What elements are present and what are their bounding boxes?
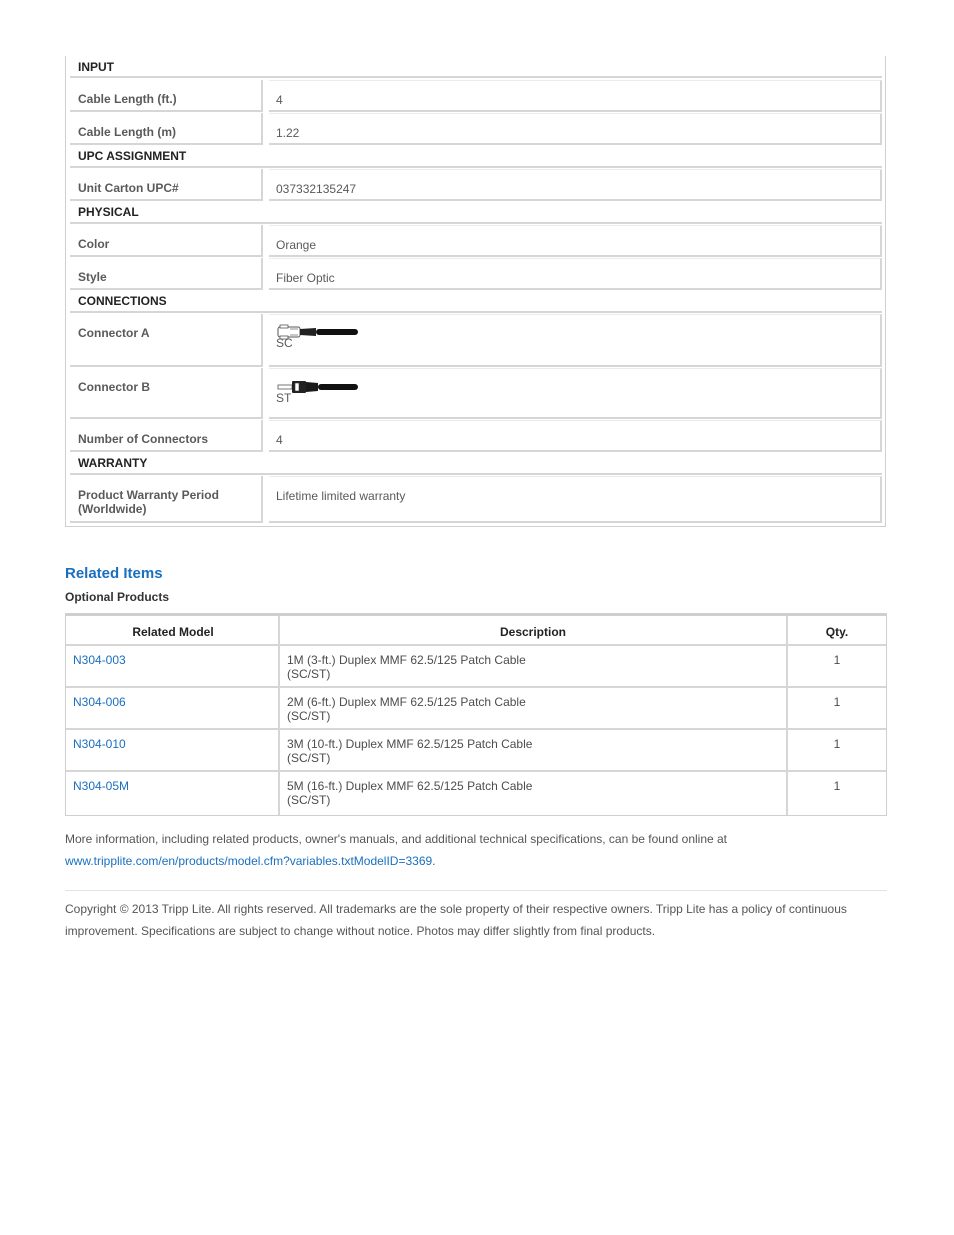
- model-link[interactable]: N304-05M: [73, 779, 130, 793]
- table-row-model-cell: [66, 646, 278, 688]
- spec-row: [70, 80, 882, 112]
- spec-value: 4: [269, 420, 882, 452]
- spec-label: Connector B: [70, 368, 263, 419]
- spec-label: Cable Length (ft.): [70, 80, 263, 112]
- column-header-model: Related Model: [66, 616, 280, 646]
- spec-label: Connector A: [70, 314, 263, 367]
- spec-value: 1.22: [269, 113, 882, 145]
- more-info-sentence: More information, including related products, owner's manuals, and additional technical specifications, can be found online at: [65, 832, 728, 846]
- spec-label: Number of Connectors: [70, 420, 263, 452]
- table-row-description: 1M (3-ft.) Duplex MMF 62.5/125 Patch Cable (SC/ST): [280, 646, 786, 688]
- table-row-description: 3M (10-ft.) Duplex MMF 62.5/125 Patch Cable (SC/ST): [280, 730, 786, 772]
- more-info-period: .: [432, 854, 436, 868]
- connector-b-value: [269, 368, 882, 419]
- section-header-physical: PHYSICAL: [70, 201, 882, 224]
- table-row-qty: 1: [788, 646, 886, 688]
- product-page-link[interactable]: www.tripplite.com/en/products/model.cfm?variables.txtModelID=3369: [65, 854, 433, 868]
- connector-a-caption: SC: [276, 336, 293, 350]
- spec-row: [70, 476, 882, 523]
- spec-row: [70, 314, 882, 367]
- spec-row: [70, 420, 882, 452]
- spec-label: Color: [70, 225, 263, 257]
- model-link[interactable]: N304-010: [73, 737, 126, 751]
- divider: [65, 890, 887, 891]
- table-row-model-cell: [66, 688, 278, 730]
- spec-row: [70, 113, 882, 145]
- spec-value: Orange: [269, 225, 882, 257]
- table-row-model-cell: [66, 730, 278, 772]
- section-header-connections: CONNECTIONS: [70, 290, 882, 313]
- spec-label: Product Warranty Period (Worldwide): [70, 476, 263, 523]
- column-header-description: Description: [280, 616, 786, 646]
- table-row-qty: 1: [833, 779, 841, 793]
- related-products-table: [65, 613, 887, 816]
- table-row-model-cell: [66, 772, 278, 814]
- spec-row: [70, 258, 882, 290]
- section-header-input: INPUT: [70, 56, 882, 78]
- spec-row: [70, 225, 882, 257]
- table-row-qty: 1: [788, 730, 886, 772]
- section-header-warranty: WARRANTY: [70, 452, 882, 475]
- connector-b-caption: ST: [276, 391, 292, 405]
- spec-row: [70, 169, 882, 201]
- spec-label: Style: [70, 258, 263, 290]
- model-link[interactable]: N304-006: [73, 695, 126, 709]
- table-row-description: 5M (16-ft.) Duplex MMF 62.5/125 Patch Cable (SC/ST): [287, 779, 533, 807]
- section-header-upc: UPC ASSIGNMENT: [70, 145, 882, 168]
- model-link[interactable]: N304-003: [73, 653, 126, 667]
- column-header-qty: Qty.: [788, 616, 886, 646]
- table-row-description: 2M (6-ft.) Duplex MMF 62.5/125 Patch Cable (SC/ST): [280, 688, 786, 730]
- spec-value: 037332135247: [269, 169, 882, 201]
- spec-value: Fiber Optic: [269, 258, 882, 290]
- table-row-qty: 1: [788, 688, 886, 730]
- spec-table: [65, 56, 886, 527]
- spec-label: Unit Carton UPC#: [70, 169, 263, 201]
- spec-value: Lifetime limited warranty: [269, 476, 882, 523]
- more-info-text: [65, 828, 895, 872]
- spec-label: Cable Length (m): [70, 113, 263, 145]
- connector-a-value: [269, 314, 882, 367]
- spec-value: 4: [269, 80, 882, 112]
- copyright-text: Copyright © 2013 Tripp Lite. All rights reserved. All trademarks are the sole property of their respective owners. Tripp Lite has a policy of continuous improvement. Specifications are subject to change without notice. Photos may differ slightly from final products.: [65, 902, 847, 938]
- related-items-heading: Related Items: [65, 565, 163, 582]
- spec-row: [70, 368, 882, 419]
- optional-products-heading: Optional Products: [65, 590, 170, 604]
